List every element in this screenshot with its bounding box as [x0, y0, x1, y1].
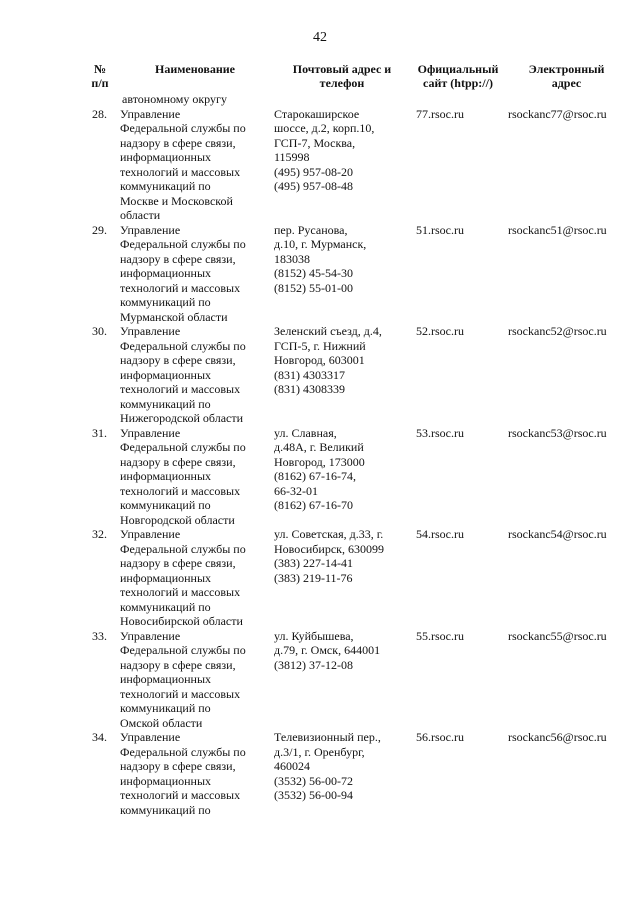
org-name-line: Мурманской области	[120, 309, 228, 324]
org-name-line: области	[120, 208, 161, 222]
org-name-line: Управление	[120, 106, 181, 121]
org-name-line: технологий и массовых	[120, 585, 241, 599]
org-name-line: Новосибирской области	[120, 614, 243, 628]
org-name-line: информационных	[120, 150, 212, 164]
postal-address-line: (831) 4303317	[274, 367, 345, 382]
org-name-line: надзору в сфере связи,	[120, 251, 236, 266]
org-name-line: Федеральной службы по	[120, 744, 246, 759]
postal-address-line: (383) 227-14-41	[274, 556, 353, 570]
postal-address-line: (495) 957-08-20	[274, 164, 353, 179]
postal-address-line: Новосибирск, 630099	[274, 541, 384, 556]
table-body	[80, 107, 625, 818]
email-address: rsockanc53@rsoc.ru	[508, 425, 607, 440]
org-name-line: Управление	[120, 324, 181, 338]
postal-address-line: Новгород, 173000	[274, 454, 365, 469]
postal-address	[270, 527, 410, 629]
postal-address-line: 183038	[274, 251, 310, 266]
email-address: rsockanc56@rsoc.ru	[508, 730, 607, 744]
header-num-line: №	[93, 62, 107, 76]
header-email	[500, 62, 625, 90]
postal-address	[270, 629, 410, 731]
header-name-line: Наименование	[155, 62, 235, 76]
org-name	[120, 629, 270, 731]
postal-address-line: д.48А, г. Великий	[274, 440, 364, 454]
header-email-line: адрес	[551, 76, 582, 90]
postal-address-line: 66-32-01	[274, 483, 318, 498]
org-name-line: Управление	[120, 222, 181, 237]
org-name-line: коммуникаций по	[120, 802, 211, 817]
org-name	[120, 527, 270, 629]
org-name	[120, 324, 270, 426]
header-address-line: телефон	[319, 76, 365, 90]
table-row	[80, 527, 625, 629]
org-name-line: Москве и Московской	[120, 193, 233, 208]
postal-address-line: ГСП-7, Москва,	[274, 135, 356, 150]
postal-address-line: (495) 957-08-48	[274, 179, 353, 193]
row-number: 28.	[92, 106, 107, 121]
org-name-line: информационных	[120, 266, 212, 280]
org-name-line: надзору в сфере связи,	[120, 657, 236, 672]
page-number: 42	[313, 30, 327, 45]
org-name-line: информационных	[120, 672, 212, 686]
postal-address-line: д.10, г. Мурманск,	[274, 237, 367, 251]
postal-address	[270, 730, 410, 817]
contacts-table	[80, 62, 625, 817]
postal-address-line: пер. Русанова,	[274, 222, 348, 237]
postal-address	[270, 107, 410, 223]
row-number: 30.	[92, 324, 107, 338]
header-email-line: Электронный	[528, 62, 605, 76]
row-number: 29.	[92, 222, 107, 237]
postal-address-line: шоссе, д.2, корп.10,	[274, 121, 375, 135]
postal-address	[270, 223, 410, 325]
official-site: 54.rsoc.ru	[416, 527, 464, 541]
org-name-line: Федеральной службы по	[120, 237, 246, 251]
postal-address-line: д.79, г. Омск, 644001	[274, 643, 381, 657]
org-name-line: коммуникаций по	[120, 498, 211, 512]
postal-address-line: (8152) 45-54-30	[274, 266, 353, 280]
org-name-line: Федеральной службы по	[120, 440, 246, 454]
header-address	[270, 62, 410, 90]
email-address: rsockanc52@rsoc.ru	[508, 324, 607, 338]
org-name-line: технологий и массовых	[120, 788, 241, 802]
org-name-line: Управление	[120, 527, 181, 541]
org-name-line: Федеральной службы по	[120, 643, 246, 657]
official-site: 55.rsoc.ru	[416, 628, 464, 643]
org-name-line: Управление	[120, 425, 181, 440]
org-name-line: Федеральной службы по	[120, 541, 246, 556]
org-name	[120, 223, 270, 325]
org-name-line: коммуникаций по	[120, 179, 211, 193]
org-name-line: информационных	[120, 570, 212, 585]
org-name-line: технологий и массовых	[120, 483, 241, 498]
postal-address-line: Старокаширское	[274, 106, 360, 121]
table-header	[80, 62, 625, 90]
header-num-line: п/п	[91, 76, 109, 90]
header-site-line: сайт (htpp://)	[423, 76, 493, 90]
table-row	[80, 629, 625, 731]
postal-address-line: (3532) 56-00-72	[274, 773, 353, 788]
org-name-line: Управление	[120, 628, 181, 643]
email-address: rsockanc54@rsoc.ru	[508, 527, 607, 541]
row-number: 31.	[92, 425, 107, 440]
org-name-line: надзору в сфере связи,	[120, 454, 236, 469]
official-site: 77.rsoc.ru	[416, 106, 464, 121]
email-address: rsockanc55@rsoc.ru	[508, 628, 607, 643]
row-number: 34.	[92, 730, 107, 744]
postal-address	[270, 324, 410, 426]
official-site: 52.rsoc.ru	[416, 324, 464, 338]
header-num	[80, 62, 120, 90]
postal-address-line: (8152) 55-01-00	[274, 280, 353, 295]
postal-address-line: (8162) 67-16-70	[274, 498, 353, 512]
postal-address-line: Новгород, 603001	[274, 353, 365, 367]
org-name-line: надзору в сфере связи,	[120, 135, 236, 150]
org-name-line: коммуникаций по	[120, 599, 211, 614]
postal-address-line: (383) 219-11-76	[274, 570, 353, 585]
header-site-line: Официальный	[417, 62, 499, 76]
postal-address-line: ул. Славная,	[274, 425, 337, 440]
postal-address-line: (3532) 56-00-94	[274, 788, 353, 802]
org-name-line: технологий и массовых	[120, 382, 241, 396]
row-number: 33.	[92, 628, 107, 643]
org-name-line: Управление	[120, 730, 181, 744]
org-name	[120, 730, 270, 817]
org-name-line: информационных	[120, 367, 212, 382]
postal-address-line: (8162) 67-16-74,	[274, 469, 356, 483]
postal-address-line: 460024	[274, 759, 310, 773]
continuation-text: автономному округу	[122, 92, 227, 106]
org-name-line: информационных	[120, 469, 212, 483]
postal-address-line: Телевизионный пер.,	[274, 730, 381, 744]
org-name	[120, 426, 270, 528]
header-site	[410, 62, 500, 90]
row-number: 32.	[92, 527, 107, 541]
postal-address-line: д.3/1, г. Оренбург,	[274, 744, 365, 759]
postal-address-line: ул. Куйбышева,	[274, 628, 354, 643]
org-name-line: надзору в сфере связи,	[120, 759, 236, 773]
official-site: 56.rsoc.ru	[416, 730, 464, 744]
org-name-line: информационных	[120, 773, 212, 788]
postal-address-line: (831) 4308339	[274, 382, 345, 396]
org-name-line: коммуникаций по	[120, 396, 211, 411]
table-row	[80, 730, 625, 817]
org-name	[120, 107, 270, 223]
postal-address-line: ул. Советская, д.33, г.	[274, 527, 384, 541]
org-name-line: коммуникаций по	[120, 701, 211, 715]
postal-address-line: 115998	[274, 150, 310, 164]
table-row	[80, 426, 625, 528]
official-site: 51.rsoc.ru	[416, 222, 464, 237]
org-name-line: технологий и массовых	[120, 164, 241, 179]
org-name-line: Омской области	[120, 715, 203, 730]
table-row	[80, 107, 625, 223]
org-name-line: технологий и массовых	[120, 280, 241, 295]
postal-address	[270, 426, 410, 528]
org-name-line: Нижегородской области	[120, 411, 244, 425]
table-row	[80, 324, 625, 426]
header-address-line: Почтовый адрес и	[292, 62, 392, 76]
org-name-line: коммуникаций по	[120, 295, 211, 309]
postal-address-line: ГСП-5, г. Нижний	[274, 338, 366, 353]
org-name-line: Федеральной службы по	[120, 121, 246, 135]
header-name	[120, 62, 270, 90]
table-row	[80, 223, 625, 325]
postal-address-line: Зеленский съезд, д.4,	[274, 324, 382, 338]
org-name-line: Федеральной службы по	[120, 338, 246, 353]
email-address: rsockanc51@rsoc.ru	[508, 222, 607, 237]
org-name-line: надзору в сфере связи,	[120, 556, 236, 570]
official-site: 53.rsoc.ru	[416, 425, 464, 440]
org-name-line: надзору в сфере связи,	[120, 353, 236, 367]
postal-address-line: (3812) 37-12-08	[274, 657, 353, 672]
org-name-line: Новгородской области	[120, 512, 235, 527]
org-name-line: технологий и массовых	[120, 686, 241, 701]
email-address: rsockanc77@rsoc.ru	[508, 106, 607, 121]
